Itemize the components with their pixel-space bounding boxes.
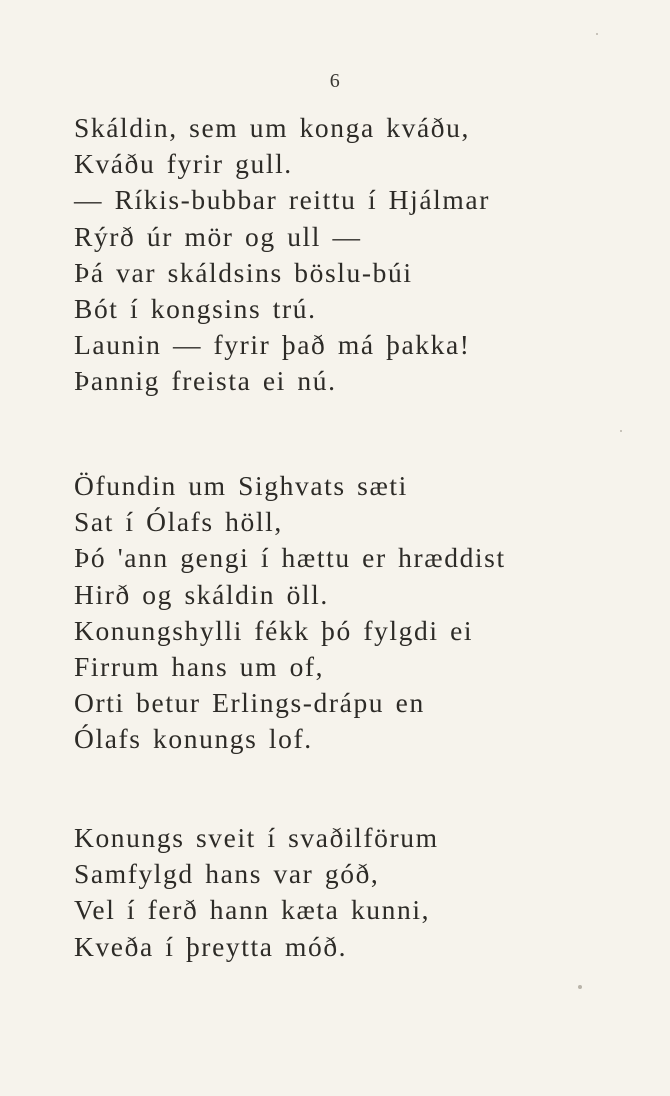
poem-line: Þá var skáldsins böslu-búi xyxy=(74,256,413,288)
poem-line: Bót í kongsins trú. xyxy=(74,292,317,324)
paper-speck xyxy=(620,430,622,432)
poem-line: Öfundin um Sighvats sæti xyxy=(74,470,408,501)
poem-line: Firrum hans um of, xyxy=(74,650,325,682)
poem-line: Konungs sveit í svaðilförum xyxy=(74,822,439,853)
paper-speck xyxy=(578,985,582,989)
poem-line: Kváðu fyrir gull. xyxy=(74,148,293,180)
poem-line: Ólafs konungs lof. xyxy=(74,723,313,755)
poem-line: Orti betur Erlings-drápu en xyxy=(74,687,425,719)
poem-line: Skáldin, sem um konga kváðu, xyxy=(74,112,470,143)
poem-line: Hirð og skáldin öll. xyxy=(74,578,329,610)
poem-line: Launin — fyrir það má þakka! xyxy=(74,329,471,361)
paper-speck xyxy=(596,33,598,35)
poem-line: Vel í ferð hann kæta kunni, xyxy=(74,894,431,926)
poem-line: Þannig freista ei nú. xyxy=(74,365,337,397)
poem-line: Kveða í þreytta móð. xyxy=(74,930,348,962)
stanza-1 xyxy=(74,108,490,398)
stanza-3 xyxy=(74,818,439,963)
stanza-2 xyxy=(74,466,506,756)
poem-line: Konungshylli fékk þó fylgdi ei xyxy=(74,614,474,646)
poem-line: Samfylgd hans var góð, xyxy=(74,858,380,890)
poem-line: Sat í Ólafs höll, xyxy=(74,506,283,538)
poem-line: Þó 'ann gengi í hættu er hræddist xyxy=(74,542,506,574)
page-number: 6 xyxy=(329,70,341,92)
poem-line: — Ríkis-bubbar reittu í Hjálmar xyxy=(74,184,490,216)
poem-line: Rýrð úr mör og ull — xyxy=(74,220,362,252)
